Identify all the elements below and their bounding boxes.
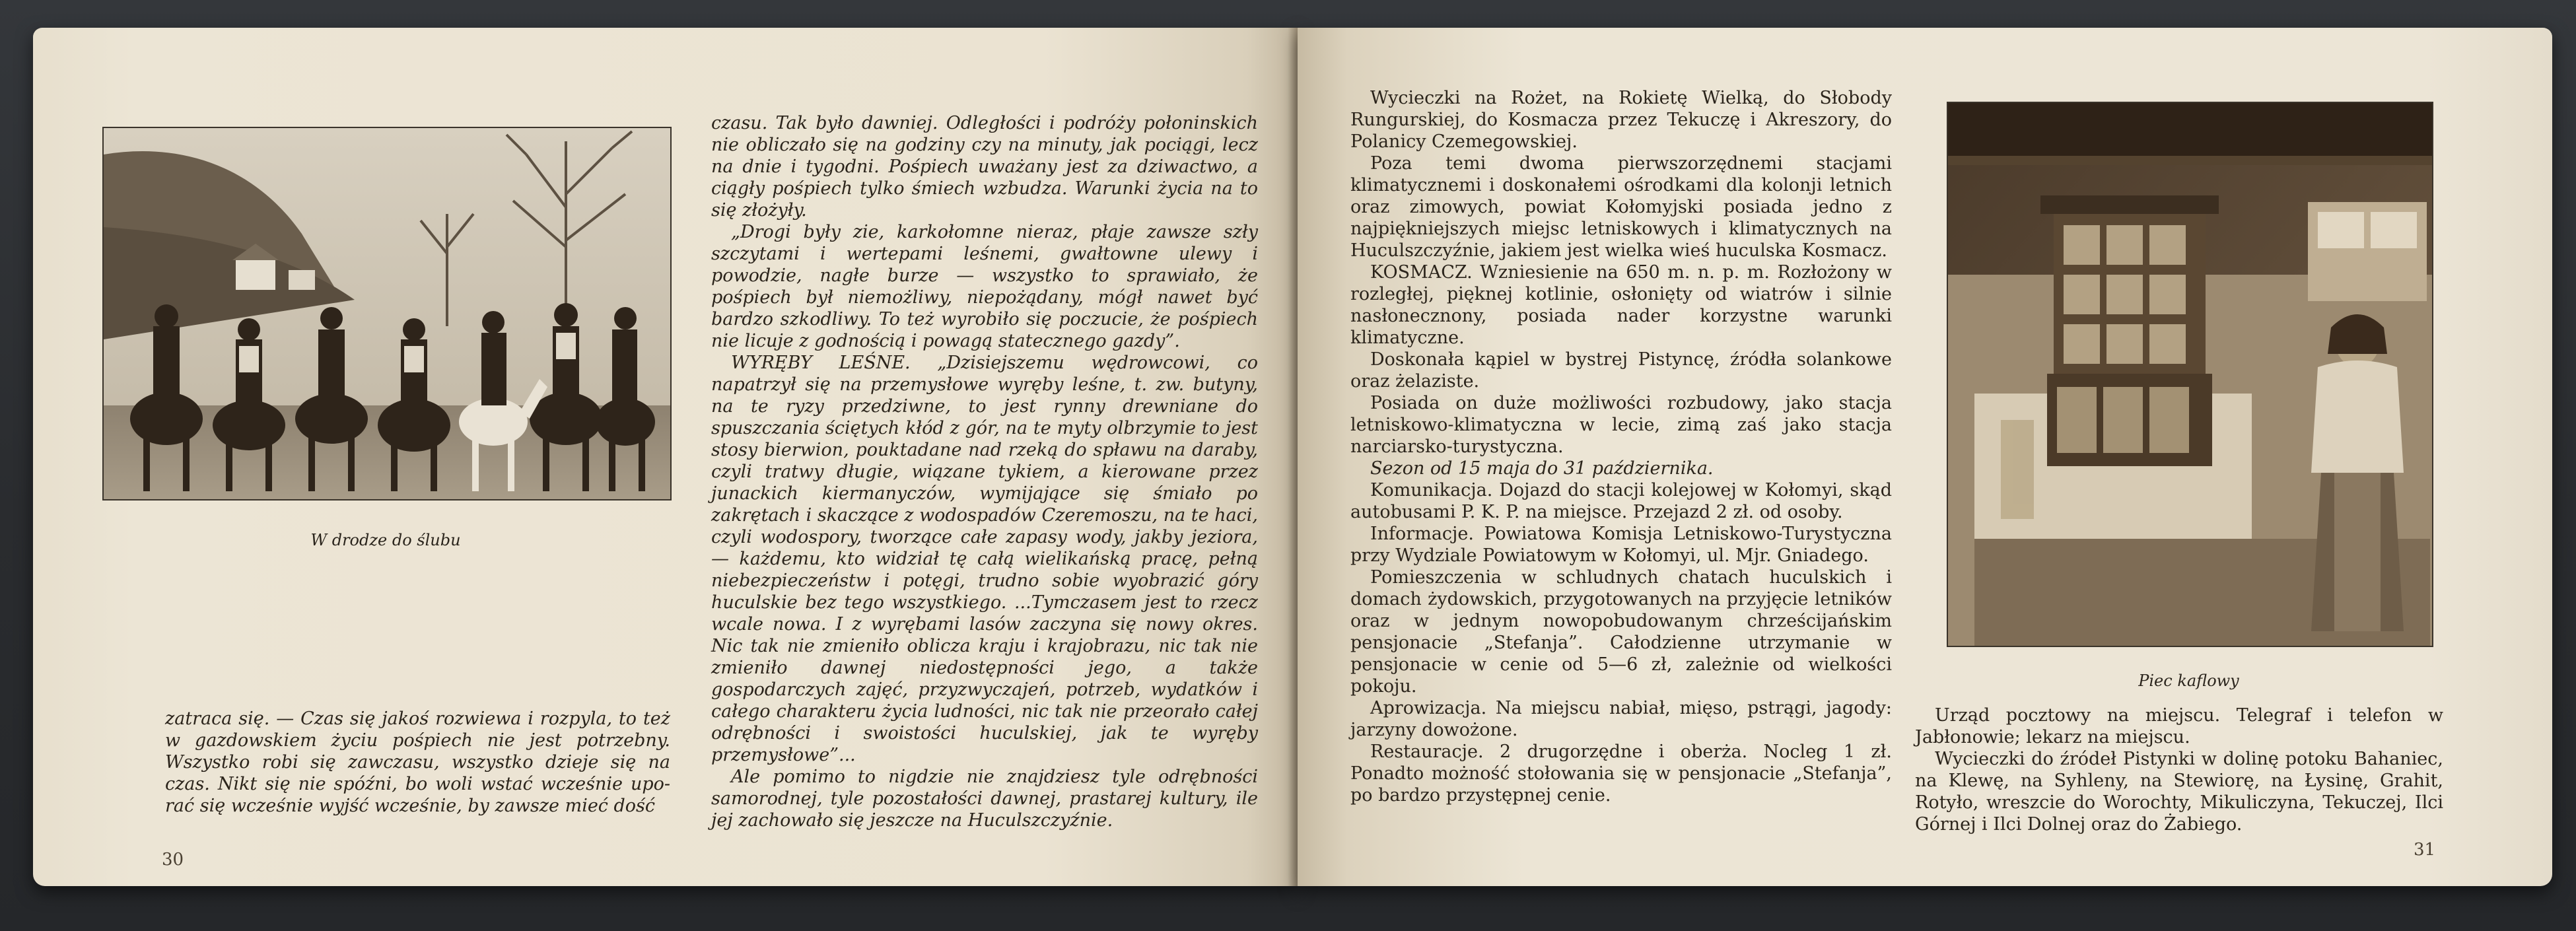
right-page-left-column — [1350, 87, 1892, 806]
paragraph: Restauracje. 2 drugorzędne i oberża. Nocleg 1 zł. Ponadto możność stołowania się w pensjonacie „Stefanja”, po bardzo przystępnej cenie. — [1350, 741, 1892, 806]
paragraph: Aprowizacja. Na miejscu nabiał, mięso, pstrągi, jagody: jarzyny dowożone. — [1350, 698, 1892, 740]
paragraph: Pomieszczenia w schludnych chatach huculskich i domach żydowskich, przygotowanych na przyjęcie letników oraz w jednym nowopobudowanym chrześcijańskim pensjonacie „Stefanja”. Całodzienne utrzymanie w pensjonacie w cenie od 5—6 zł, zależnie od wielkości pokoju. — [1350, 567, 1892, 697]
paragraph: Poza temi dwoma pierwszorzędnemi stacjami klimatycznemi i doskonałemi ośrodkami dla kolonji letnich oraz zimowych, powiat Kołomyjski posiada jedno z najpiękniejszych miejsc letniskowych i klimatycznych na Huculszczyźnie, jakiem jest wielka wieś huculska Kosmacz. — [1350, 153, 1892, 261]
tiled-stove-photo — [1947, 102, 2433, 647]
paragraph: Informacje. Powiatowa Komisja Letniskowo-Turystyczna przy Wydziale Powiatowym w Kołomyi, ul. Mjr. Gniadego. — [1350, 524, 1892, 566]
paragraph: zatraca się. — Czas się jakoś rozwiewa i rozpyla, to też w gazdowskiem życiu pośpiech nie jest potrzebny. Wszystko robi się zawczasu, wszystko dzieje się na czas. Nikt się nie spóźni, bo woli wstać wcześnie upo-rać się wcześnie wyjść wcześnie, by zawsze mieć dość — [165, 708, 670, 816]
photo-caption-right: Piec kaflowy — [2138, 672, 2239, 690]
paragraph: KOSMACZ. Wzniesienie na 650 m. n. p. m. Rozłożony w rozległej, pięknej kotlinie, osłonięty od wiatrów i silnie nasłonecznony, posiada nader korzystne warunki klimatyczne. — [1350, 262, 1892, 348]
page-number-right: 31 — [2414, 840, 2436, 860]
paragraph: Ale pomimo to nigdzie nie znajdziesz tyle odrębności samorodnej, tyle pozostałości dawnej, prastarej kultury, ile jej zachowało się jeszcze na Huculszczyźnie. — [711, 767, 1258, 831]
paragraph: Doskonała kąpiel w bystrej Pistyncę, źródła solankowe oraz żelaziste. — [1350, 349, 1892, 392]
paragraph: Sezon od 15 maja do 31 października. — [1370, 458, 1714, 479]
left-page-left-column — [165, 708, 670, 817]
paragraph: „Drogi były zie, karkołomne nieraz, płaje zawsze szły szczytami i wertepami leśnemi, gwałtowne ulewy i powodzie, nagłe burze — wszystko to sprawiało, że pośpiech był niemożliwy, niepożądany, mógł nawet być bardzo szkodliwy. To też wyrobiło się poczucie, że pośpiech nie licuje z godnością i powagą statecznego gazdy”. — [711, 222, 1258, 351]
right-page-right-column — [1915, 705, 2443, 835]
paragraph: Wycieczki do źródeł Pistynki w dolinę potoku Bahaniec, na Klewę, na Syhleny, na Stewiorę, na Łysinę, Grahit, Rotyło, wreszcie do Worochty, Mikuliczyna, Tekuczej, Ilci Górnej i Ilci Dolnej oraz do Żabiego. — [1915, 749, 2443, 835]
paragraph: WYRĘBY LEŚNE. „Dzisiejszemu wędrowcowi, co napatrzył się na przemysłowe wyręby leśne, t. zw. butyny, na te ryzy przedziwne, to jest rynny drewniane do spuszczania ściętych kłód z gór, na te myty olbrzymie to jest stosy bierwion, pouktadane nad rzeką do spławu na daraby, czyli tratwy długie, wiązane tykiem, a kierowane przez junackich kiermanyczów, wymijające się śmiało po zakrętach i skaczące z wodospadów Czeremoszu, na te haci, czyli wodospory, tworzące całe zapasy wody, jakby jeziora, — każdemu, kto widział tę całą wielikańską pracę, pełną niebezpieczeństw i potęgi, trudno sobie wyobrazić góry huculskie bez tego wszystkiego. ...Tymczasem jest to rzecz wcale nowa. I z wyrębami lasów zaczyna się nowy okres. Nic tak nie zmieniło oblicza kraju i krajobrazu, nic tak nie zmieniło dawnej niedostępności jego, a także gospodarczych zajęć, przyzwyczajeń, potrzeb, wydatków i całego charakteru życia ludności, nic tak nie przeorało całej odrębności i swoistości huculskiej, jak te wyręby przemysłowe”... — [711, 353, 1258, 765]
paragraph: Posiada on duże możliwości rozbudowy, jako stacja letniskowo-klimatyczna w lecie, zimą zaś jako stacja narciarsko-turystyczna. — [1350, 393, 1892, 457]
paragraph: Urząd pocztowy na miejscu. Telegraf i telefon w Jabłonowie; lekarz na miejscu. — [1915, 705, 2443, 747]
page-number-left: 30 — [162, 850, 184, 870]
paragraph: Wycieczki na Rożet, na Rokietę Wielką, do Słobody Rungurskiej, do Kosmacza przez Tekuczę i Akreszory, do Polanicy Czemegowskiej. — [1350, 88, 1892, 152]
left-page — [33, 28, 1298, 886]
left-page-right-column — [711, 112, 1258, 831]
wedding-procession-photo — [102, 127, 672, 500]
photo-caption-left: W drodze do ślubu — [310, 531, 461, 549]
paragraph: czasu. Tak było dawniej. Odległości i podróży połoninskich nie obliczało się na godziny czy na minuty, jak pociągi, lecz na dnie i tygodni. Pośpiech uważany jest za dziwactwo, a ciągły pośpiech tylko śmiech wzbudza. Warunki życia na to się złożyły. — [711, 113, 1258, 221]
right-page — [1298, 28, 2552, 886]
paragraph: Komunikacja. Dojazd do stacji kolejowej w Kołomyi, skąd autobusami P. K. P. na miejsce. Przejazd 2 zł. od osoby. — [1350, 480, 1892, 522]
